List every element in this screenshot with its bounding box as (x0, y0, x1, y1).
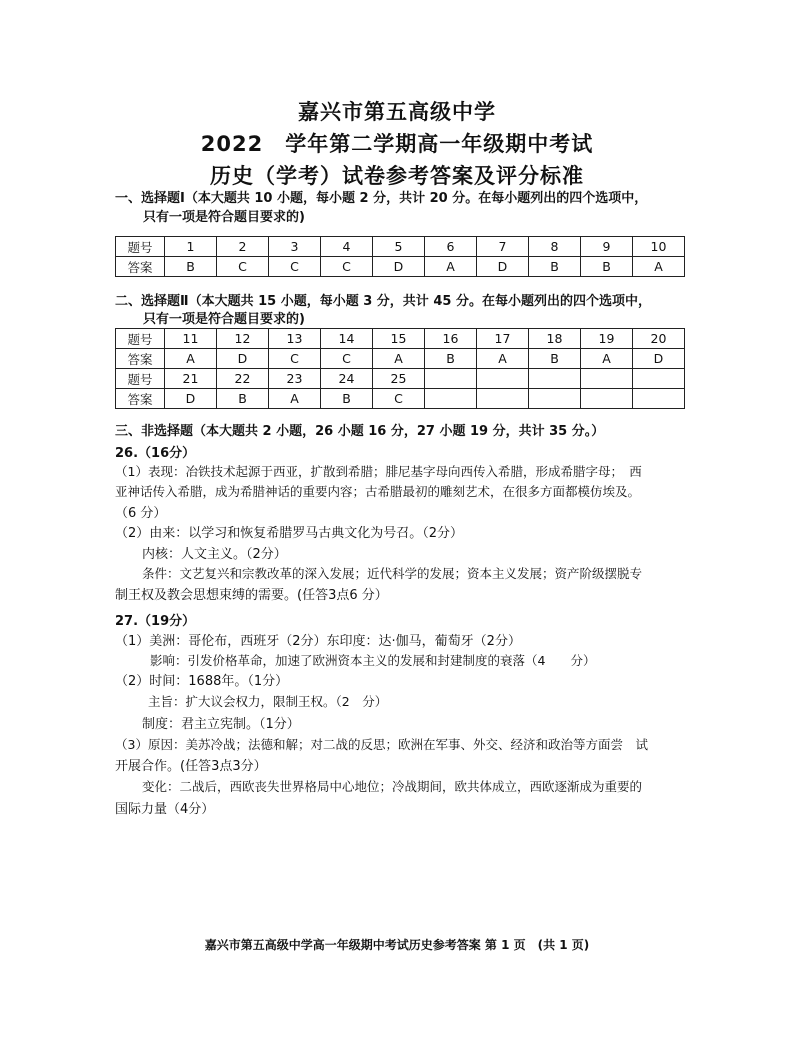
row-label-question: 题号 (116, 329, 165, 349)
empty-cell (633, 369, 685, 389)
empty-cell (425, 389, 477, 409)
answer-cell: B (217, 389, 269, 409)
answer-cell: C (269, 257, 321, 277)
school-title: 嘉兴市第五高级中学 (298, 100, 496, 124)
section2-heading: 二、选择题Ⅱ（本大题共 15 小题，每小题 3 分，共计 45 分。在每小题列出的四个选项中， (115, 294, 651, 309)
section2-heading-cont: 只有一项是符合题目要求的) (143, 312, 305, 327)
page-footer: 嘉兴市第五高级中学高一年级期中考试历史参考答案 第 1 页 (共 1 页) (204, 938, 590, 952)
answer-cell: B (165, 257, 217, 277)
answer-cell: B (581, 257, 633, 277)
table-row (116, 389, 685, 409)
q26-part2-line3: 条件：文艺复兴和宗教改革的深入发展；近代科学的发展；资本主义发展；资产阶级摆脱专 (142, 566, 643, 581)
question-number: 2 (217, 237, 269, 257)
answer-cell: B (529, 349, 581, 369)
q27-part1-line1: （1）美洲：哥伦布，西班牙（2分）东印度：达·伽马，葡萄牙（2分） (115, 634, 521, 649)
answer-cell: B (321, 389, 373, 409)
q26-part1-line2: 亚神话传入希腊，成为希腊神话的重要内容；古希腊最初的雕刻艺术，在很多方面都模仿埃及。 (115, 484, 641, 499)
question-number: 19 (581, 329, 633, 349)
row-label-answer: 答案 (116, 389, 165, 409)
question-number: 1 (165, 237, 217, 257)
answer-cell: D (373, 257, 425, 277)
question-number: 4 (321, 237, 373, 257)
question-number: 12 (217, 329, 269, 349)
question-number: 20 (633, 329, 685, 349)
empty-cell (633, 389, 685, 409)
section1-heading-cont: 只有一项是符合题目要求的) (143, 210, 305, 225)
question-number: 18 (529, 329, 581, 349)
answer-cell: C (269, 349, 321, 369)
question-number: 6 (425, 237, 477, 257)
q27-part2-line1: （2）时间：1688年。（1分） (115, 674, 289, 689)
empty-cell (529, 369, 581, 389)
section1-heading: 一、选择题Ⅰ（本大题共 10 小题，每小题 2 分，共计 20 分。在每小题列出的四个选项中， (115, 191, 648, 206)
section3-heading: 三、非选择题（本大题共 2 小题，26 小题 16 分，27 小题 19 分，共计 35 分。） (115, 424, 605, 439)
question-number: 3 (269, 237, 321, 257)
answer-cell: A (165, 349, 217, 369)
answer-cell: A (633, 257, 685, 277)
question-number: 25 (373, 369, 425, 389)
question-number: 10 (633, 237, 685, 257)
table-row (116, 257, 685, 277)
row-label-answer: 答案 (116, 349, 165, 369)
question-number: 9 (581, 237, 633, 257)
question-number: 22 (217, 369, 269, 389)
q27-part2-line3: 制度：君主立宪制。（1分） (142, 717, 300, 732)
answer-cell: A (373, 349, 425, 369)
question-number: 5 (373, 237, 425, 257)
q27-part2-line2: 主旨：扩大议会权力，限制王权。（2 分） (148, 694, 388, 709)
empty-cell (477, 369, 529, 389)
answer-cell: A (477, 349, 529, 369)
answer-cell: D (477, 257, 529, 277)
answer-cell: A (425, 257, 477, 277)
exam-term-title: 2022 学年第二学期高一年级期中考试 (200, 132, 594, 156)
q26-part2-line4: 制王权及教会思想束缚的需要。(任答3点6 分） (115, 588, 388, 603)
empty-cell (581, 369, 633, 389)
q26-part2-line2: 内核：人文主义。（2分） (142, 547, 287, 562)
answer-cell: C (321, 349, 373, 369)
empty-cell (581, 389, 633, 409)
answer-cell: A (269, 389, 321, 409)
q26-part2-line1: （2）由来：以学习和恢复希腊罗马古典文化为号召。（2分） (115, 526, 464, 541)
document-title: 历史（学考）试卷参考答案及评分标准 (210, 164, 584, 188)
q27-part3-line4: 国际力量（4分） (115, 802, 215, 817)
q27-part3-line3: 变化：二战后，西欧丧失世界格局中心地位；冷战期间，欧共体成立，西欧逐渐成为重要的 (142, 779, 643, 794)
empty-cell (425, 369, 477, 389)
answer-table-1 (115, 236, 685, 277)
q27-part1-line2: 影响：引发价格革命，加速了欧洲资本主义的发展和封建制度的衰落（4 分） (150, 653, 596, 668)
question-number: 24 (321, 369, 373, 389)
q26-part1-score: （6 分） (115, 506, 167, 521)
answer-cell: A (581, 349, 633, 369)
answer-cell: B (425, 349, 477, 369)
table-row (116, 237, 685, 257)
answer-cell: D (217, 349, 269, 369)
answer-cell: B (529, 257, 581, 277)
question-number: 13 (269, 329, 321, 349)
empty-cell (529, 389, 581, 409)
table-row (116, 369, 685, 389)
q27-part3-line1: （3）原因：美苏冷战；法德和解；对二战的反思；欧洲在军事、外交、经济和政治等方面尝 试 (115, 737, 648, 752)
question-number: 23 (269, 369, 321, 389)
question-number: 17 (477, 329, 529, 349)
question-number: 8 (529, 237, 581, 257)
table-row (116, 329, 685, 349)
answer-cell: C (217, 257, 269, 277)
row-label-answer: 答案 (116, 257, 165, 277)
q26-title: 26.（16分） (115, 446, 196, 461)
q26-part1-line1: （1）表现：冶铁技术起源于西亚，扩散到希腊；腓尼基字母向西传入希腊，形成希腊字母； 西 (115, 464, 642, 479)
question-number: 21 (165, 369, 217, 389)
q27-part3-line2: 开展合作。(任答3点3分） (115, 759, 267, 774)
question-number: 11 (165, 329, 217, 349)
empty-cell (477, 389, 529, 409)
row-label-question: 题号 (116, 237, 165, 257)
question-number: 16 (425, 329, 477, 349)
question-number: 14 (321, 329, 373, 349)
answer-cell: D (165, 389, 217, 409)
answer-cell: D (633, 349, 685, 369)
answer-table-2 (115, 328, 685, 409)
answer-cell: C (373, 389, 425, 409)
q27-title: 27.（19分） (115, 614, 196, 629)
question-number: 7 (477, 237, 529, 257)
table-row (116, 349, 685, 369)
row-label-question: 题号 (116, 369, 165, 389)
answer-cell: C (321, 257, 373, 277)
question-number: 15 (373, 329, 425, 349)
